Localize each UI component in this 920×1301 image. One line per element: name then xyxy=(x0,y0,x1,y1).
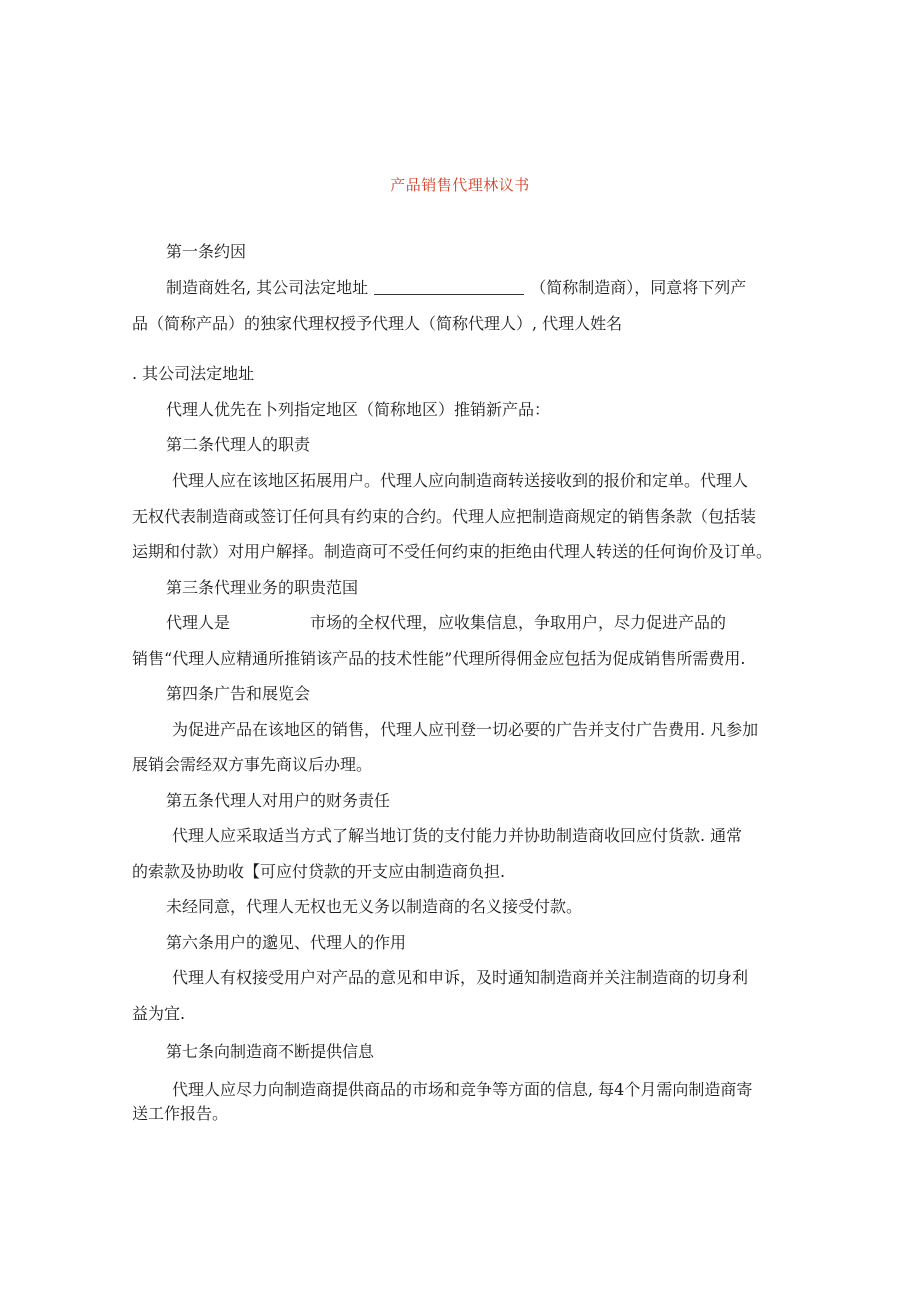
article-3-heading: 第三条代理业务的职贵范国 xyxy=(166,578,359,597)
document-title: 产品销售代理林议书 xyxy=(390,176,530,194)
article-3-line-1 xyxy=(166,613,726,633)
article-4-heading: 第四条广告和展览会 xyxy=(166,684,311,703)
article-3-line-1b: 市场的全权代理，应收集信息，争取用户，尽力促进产品的 xyxy=(310,613,727,632)
article-7-line-1: 代理人应尽力向制造商提供商品的市场和竞争等方面的信息, 每4个月需向制造商寄 xyxy=(172,1080,753,1099)
article-6-heading: 第六条用户的邈见、代理人的作用 xyxy=(166,933,407,952)
article-5-heading: 第五条代理人对用户的财务责任 xyxy=(166,791,391,810)
article-1-line-1b: （简称制造商），同意将下列产 xyxy=(530,278,747,297)
article-3-line-2: 销售“代理人应精通所推销该产品的技术性能”代理所得佣金应包括为促成销售所需费用. xyxy=(132,649,746,668)
article-5-line-2: 的索款及协助收【可应付贷款的开支应由制造商负担. xyxy=(132,862,506,881)
article-5-line-1: 代理人应采取适当方式了解当地订货的支付能力并协助制造商收回应付货款. 通常 xyxy=(172,826,743,845)
article-1-heading: 第一条约因 xyxy=(166,242,247,261)
article-6-line-2: 益为宜. xyxy=(132,1004,186,1023)
article-7-line-2: 送工作报告。 xyxy=(132,1104,229,1123)
article-7-heading: 第七条向制造商不断提供信息 xyxy=(166,1042,375,1061)
article-1-line-3: . 其公司法定地址 xyxy=(132,364,255,383)
article-1-line-1 xyxy=(166,278,746,298)
article-2-line-3: 运期和付款）对用户解择。制造商可不受任何约束的拒绝由代理人转送的任何询价及订单。 xyxy=(132,542,773,561)
article-6-line-1: 代理人有权接受用户对产品的意见和申诉，及时通知制造商并关注制造商的切身利 xyxy=(172,968,749,987)
article-3-line-1a: 代理人是 xyxy=(166,613,231,632)
article-2-heading: 第二条代理人的职责 xyxy=(166,435,311,454)
article-4-line-2: 展销会需经双方事先商议后办理。 xyxy=(132,755,373,774)
article-1-line-1a: 制造商姓名, 其公司法定地址 xyxy=(166,278,369,297)
article-2-line-1: 代理人应在该地区拓展用户。代理人应向制造商转送接收到的报价和定单。代理人 xyxy=(172,471,749,490)
article-1-line-4: 代理人优先在卜列指定地区（简称地区）推销新产品： xyxy=(166,400,551,419)
article-5-line-3: 未经同意，代理人无权也无义务以制造商的名义接受付款。 xyxy=(166,897,583,916)
address-blank xyxy=(374,280,524,295)
article-2-line-2: 无权代表制造商或签订任何具有约束的合约。代理人应把制造商规定的销售条款（包括装 xyxy=(132,507,757,526)
article-1-line-2: 品（简称产品）的独家代理权授予代理人（简称代理人）, 代理人姓名 xyxy=(132,314,623,333)
article-4-line-1: 为促进产品在该地区的销售，代理人应刊登一切必要的广告并支付广告费用. 凡参加 xyxy=(172,720,759,739)
